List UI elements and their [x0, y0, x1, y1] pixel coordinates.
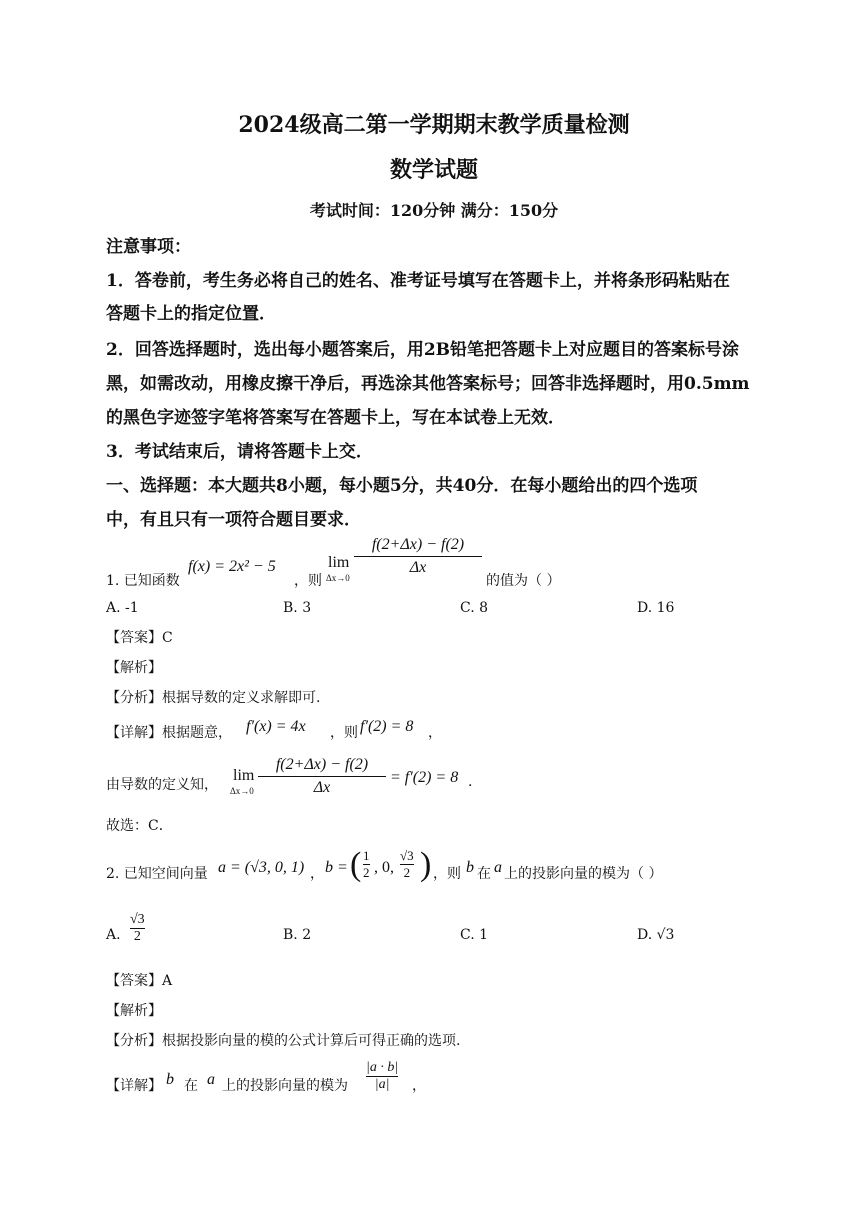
q1-option-a: A. -1: [106, 600, 139, 616]
q2-detail-num: |a · b|: [366, 1060, 399, 1075]
q1-derive-prefix: 由导数的定义知，: [106, 777, 218, 793]
q1-derive-lim-sub: Δx→0: [230, 786, 254, 796]
q2-suffix: 上的投影向量的模为（ ）: [504, 866, 663, 882]
q1-conclusion: 故选：C．: [106, 818, 173, 834]
q2-vec-a: a = (√3, 0, 1): [218, 859, 305, 876]
notes-item3: 3．考试结束后，请将答题卡上交．: [106, 442, 373, 462]
q1-denominator: Δx: [409, 559, 427, 576]
q2-zai: 在: [477, 866, 491, 882]
q2-detail-frac: [366, 1060, 398, 1093]
notes-heading: 注意事项：: [106, 237, 191, 257]
page-title: 2024级高二第一学期期末教学质量检测: [238, 112, 630, 138]
q1-derive-lim: lim: [233, 767, 255, 784]
notes-item2-line2: 黑，如需改动，用橡皮擦干净后，再选涂其他答案标号；回答非选择题时，用0.5mm: [106, 374, 750, 394]
q2-frac2: [400, 848, 414, 881]
q1-detail-mid: ，则: [330, 725, 358, 741]
notes-item2-line3: 的黑色字迹签字笔将答案写在答题卡上，写在本试卷上无效．: [106, 408, 565, 428]
q1-function: f(x) = 2x² − 5: [188, 558, 276, 575]
q1-answer: 【答案】C: [106, 630, 173, 646]
q2-detail-den: |a|: [374, 1077, 390, 1092]
q1-detail-eq1: f′(x) = 4x: [246, 718, 306, 735]
q1-detail-end: ，: [428, 725, 442, 741]
q2-option-d: D. √3: [637, 927, 675, 943]
q1-derive-fraction: [258, 756, 386, 797]
q2-detail-b: b: [166, 1071, 174, 1088]
q2-detail-end: ，: [412, 1078, 426, 1094]
q1-derive-numerator: f(2+Δx) − f(2): [258, 756, 386, 777]
q2-frac2-den: 2: [403, 865, 411, 880]
q1-lim-sub: Δx→0: [326, 573, 350, 583]
q2-option-a-num: √3: [130, 912, 145, 927]
q1-detail-prefix: 【详解】根据题意，: [106, 725, 232, 741]
q2-frac2-num: √3: [400, 848, 414, 863]
q2-answer: 【答案】A: [106, 973, 173, 989]
q2-frac1: [363, 848, 370, 881]
q1-option-d: D. 16: [637, 600, 675, 616]
q2-option-a-den: 2: [133, 929, 141, 944]
q2-detail-a: a: [207, 1071, 215, 1088]
q2-frac1-num: 1: [363, 848, 370, 863]
q2-left-paren: (: [350, 846, 362, 883]
q2-a: a: [494, 859, 502, 876]
q2-option-a-frac: [130, 912, 145, 945]
q2-fenxi: 【分析】根据投影向量的模的公式计算后可得正确的选项.: [106, 1033, 461, 1049]
q2-vec-b-lhs: b =: [325, 859, 348, 876]
section1-line1: 一、选择题：本大题共8小题，每小题5分，共40分．在每小题给出的四个选项: [106, 476, 698, 496]
q1-detail-eq2: f′(2) = 8: [360, 718, 414, 735]
q2-detail-prefix: 【详解】: [106, 1078, 162, 1094]
q2-option-a-label: A.: [106, 927, 121, 943]
notes-item2-line1: 2．回答选择题时，选出每小题答案后，用2B铅笔把答题卡上对应题目的答案标号涂: [106, 340, 740, 360]
q2-middle: ，则: [433, 866, 461, 882]
q1-derive-denominator: Δx: [313, 779, 331, 796]
section1-line2: 中，有且只有一项符合题目要求．: [106, 510, 361, 530]
q2-detail-zai: 在: [184, 1078, 198, 1094]
q1-fenxi: 【分析】根据导数的定义求解即可.: [106, 690, 321, 706]
q2-vec-b-mid: , 0,: [374, 859, 394, 876]
notes-item1-line2: 答题卡上的指定位置．: [106, 304, 276, 324]
q1-suffix: 的值为（ ）: [486, 573, 561, 589]
q1-derive-result: = f′(2) = 8: [390, 769, 459, 786]
q2-prefix: 2. 已知空间向量: [106, 866, 208, 882]
q2-detail-text: 上的投影向量的模为: [222, 1078, 348, 1094]
q1-numerator: f(2+Δx) − f(2): [354, 536, 482, 557]
q1-fraction: [354, 536, 482, 577]
q2-right-paren: ): [420, 846, 432, 883]
q2-frac1-den: 2: [363, 865, 370, 880]
q2-option-c: C. 1: [460, 927, 489, 943]
page-subtitle: 数学试题: [389, 157, 478, 183]
q1-option-c: C. 8: [460, 600, 489, 616]
q1-derive-end: .: [468, 774, 473, 790]
q1-analysis-label: 【解析】: [106, 660, 162, 676]
q2-analysis-label: 【解析】: [106, 1003, 162, 1019]
q1-prefix: 1. 已知函数: [106, 573, 180, 589]
q1-lim: lim: [328, 554, 350, 571]
q1-option-b: B. 3: [283, 600, 312, 616]
q1-middle: ，则: [294, 573, 322, 589]
q2-b: b: [466, 859, 474, 876]
q2-comma: ，: [310, 866, 324, 882]
exam-info: 考试时间：120分钟 满分：150分: [309, 201, 559, 220]
notes-item1-line1: 1．答卷前，考生务必将自己的姓名、准考证号填写在答题卡上，并将条形码粘贴在: [106, 271, 730, 291]
q2-option-b: B. 2: [283, 927, 312, 943]
